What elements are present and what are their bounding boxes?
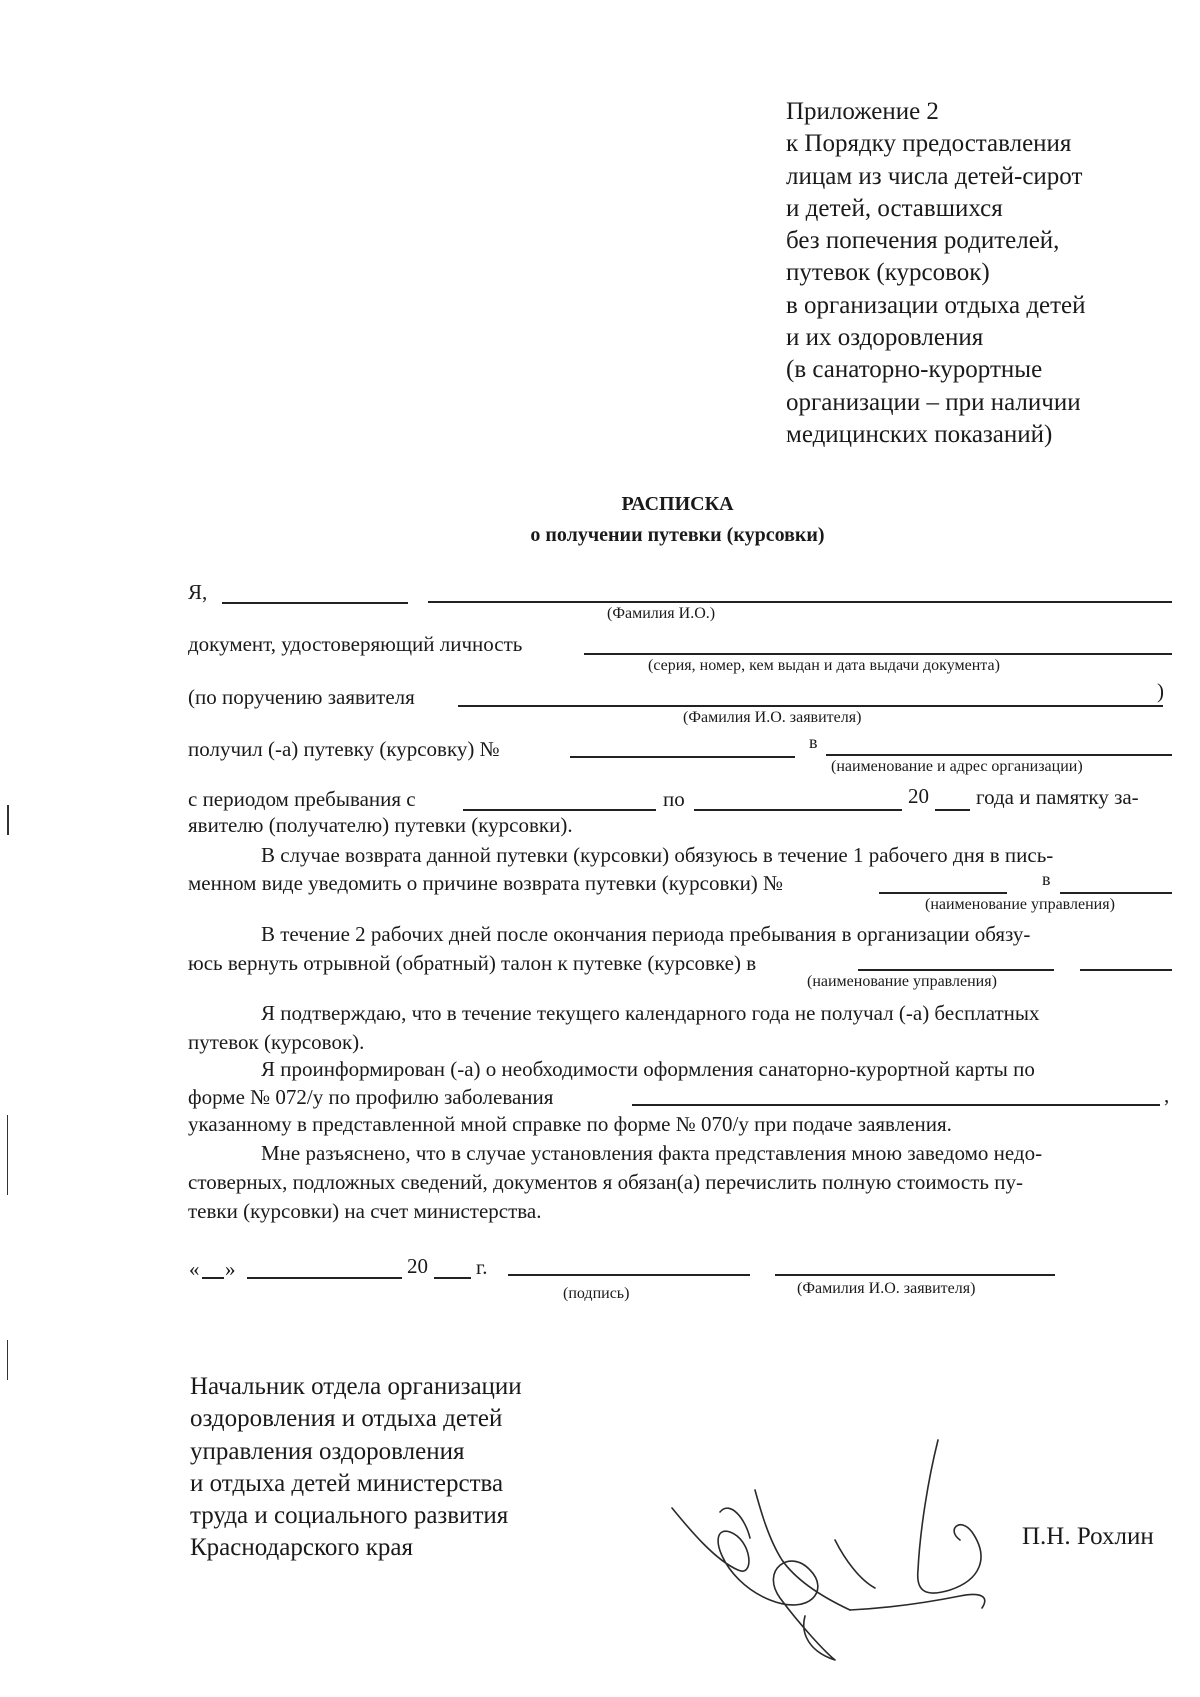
signer-line: оздоровления и отдыха детей (190, 1405, 503, 1433)
period-to-blank (694, 809, 902, 811)
caption-applicant-name: (Фамилия И.О. заявителя) (797, 1280, 976, 1297)
date-open-quote: « (189, 1257, 200, 1281)
informed-text-1: Я проинформирован (-а) о необходимости оформления санаторно-курортной карты по (261, 1057, 1035, 1081)
date-g: г. (476, 1255, 488, 1279)
appendix-line: и детей, оставшихся (786, 194, 1003, 222)
appendix-line: к Порядку предоставления (786, 130, 1072, 158)
return-department-blank (1060, 892, 1172, 894)
label-period-from: с периодом пребывания с (188, 787, 416, 811)
label-document: документ, удостоверяющий личность (188, 632, 523, 656)
liability-text-1: Мне разъяснено, что в случае установления факта представления мною заведомо недо- (261, 1141, 1043, 1165)
appendix-line: медицинских показаний) (786, 420, 1053, 448)
coupon-department-blank-2 (1080, 969, 1172, 971)
signer-line: и отдыха детей министерства (190, 1469, 504, 1497)
organization-blank (826, 754, 1172, 756)
label-received: получил (-а) путевку (курсовку) № (188, 737, 500, 761)
informed-text-2: форме № 072/у по профилю заболевания (188, 1085, 554, 1109)
fio-blank-short (222, 602, 408, 604)
return-text-1: В случае возврата данной путевки (курсовки) обязуюсь в течение 1 рабочего дня в пись- (261, 843, 1054, 867)
scan-edge-mark (7, 1115, 8, 1195)
appendix-line: Приложение 2 (786, 98, 939, 125)
appendix-line: и их оздоровления (786, 324, 984, 352)
signer-name: П.Н. Рохлин (1022, 1523, 1154, 1550)
signature-blank (508, 1274, 750, 1276)
signer-line: Начальник отдела организации (190, 1373, 522, 1400)
fio-blank (428, 601, 1172, 603)
signer-line: Краснодарского края (190, 1534, 413, 1562)
coupon-text-2: юсь вернуть отрывной (обратный) талон к путевке (курсовке) в (188, 951, 757, 975)
informed-text-3: указанному в представленной мной справке по форме № 070/у при подаче заявления. (188, 1112, 952, 1136)
label-period-to: по (663, 787, 685, 811)
proxy-close-paren: ) (1157, 679, 1164, 703)
confirm-text-1: Я подтверждаю, что в течение текущего календарного года не получал (-а) бесплатных (261, 1001, 1040, 1025)
appendix-line: организации – при наличии (786, 388, 1081, 416)
label-received-in: в (809, 732, 818, 752)
document-title: РАСПИСКА (621, 493, 734, 515)
period-from-blank (463, 809, 656, 811)
proxy-blank (458, 705, 1163, 707)
appendix-line: путевок (курсовок) (786, 259, 990, 287)
caption-document: (серия, номер, кем выдан и дата выдачи документа) (648, 657, 1000, 674)
date-year-blank (434, 1277, 471, 1279)
caption-signature: (подпись) (563, 1285, 630, 1302)
disease-profile-blank (632, 1104, 1160, 1106)
document-subtitle: о получении путевки (курсовки) (530, 524, 825, 546)
period-year-blank (935, 809, 970, 811)
coupon-department-blank (858, 969, 1054, 971)
appendix-line: без попечения родителей, (786, 227, 1060, 255)
liability-text-3: тевки (курсовки) на счет министерства. (188, 1199, 542, 1223)
caption-organization: (наименование и адрес организации) (831, 758, 1083, 775)
coupon-text-1: В течение 2 рабочих дней после окончания периода пребывания в организации обязу- (261, 922, 1031, 946)
date-day-blank (202, 1277, 224, 1279)
scan-edge-mark (7, 1340, 8, 1380)
return-number-blank (879, 892, 1007, 894)
scan-edge-mark (7, 805, 9, 835)
caption-return-department: (наименование управления) (925, 896, 1115, 913)
appendix-line: (в санаторно-курортные (786, 356, 1043, 384)
applicant-name-blank (775, 1274, 1055, 1276)
label-proxy: (по поручению заявителя (188, 685, 415, 709)
appendix-line: в организации отдыха детей (786, 291, 1086, 319)
period-year-prefix: 20 (908, 784, 929, 808)
period-tail: года и памятку за- (976, 785, 1139, 809)
label-return-in: в (1042, 869, 1051, 889)
caption-proxy: (Фамилия И.О. заявителя) (683, 709, 862, 726)
informed-comma: , (1164, 1083, 1170, 1107)
document-blank (584, 653, 1172, 655)
appendix-line: лицам из числа детей-сирот (786, 162, 1083, 190)
signer-line: труда и социального развития (190, 1502, 509, 1530)
label-ya: Я, (188, 580, 208, 604)
confirm-text-2: путевок (курсовок). (188, 1030, 365, 1054)
signer-position (190, 1371, 522, 1565)
return-text-2: менном виде уведомить о причине возврата путевки (курсовки) № (188, 871, 784, 895)
signer-line: управления оздоровления (190, 1437, 465, 1465)
handwritten-signature (660, 1420, 1040, 1680)
caption-coupon-department: (наименование управления) (807, 973, 997, 990)
liability-text-2: стоверных, подложных сведений, документов я обязан(а) перечислить полную стоимость пу- (188, 1170, 1023, 1194)
appendix-note (786, 96, 1086, 451)
period-line-2: явителю (получателю) путевки (курсовки). (188, 813, 573, 837)
caption-fio: (Фамилия И.О.) (607, 605, 716, 622)
date-year-prefix: 20 (407, 1254, 428, 1278)
date-month-blank (247, 1277, 402, 1279)
date-close-quote: » (225, 1257, 236, 1281)
voucher-number-blank (570, 756, 795, 758)
